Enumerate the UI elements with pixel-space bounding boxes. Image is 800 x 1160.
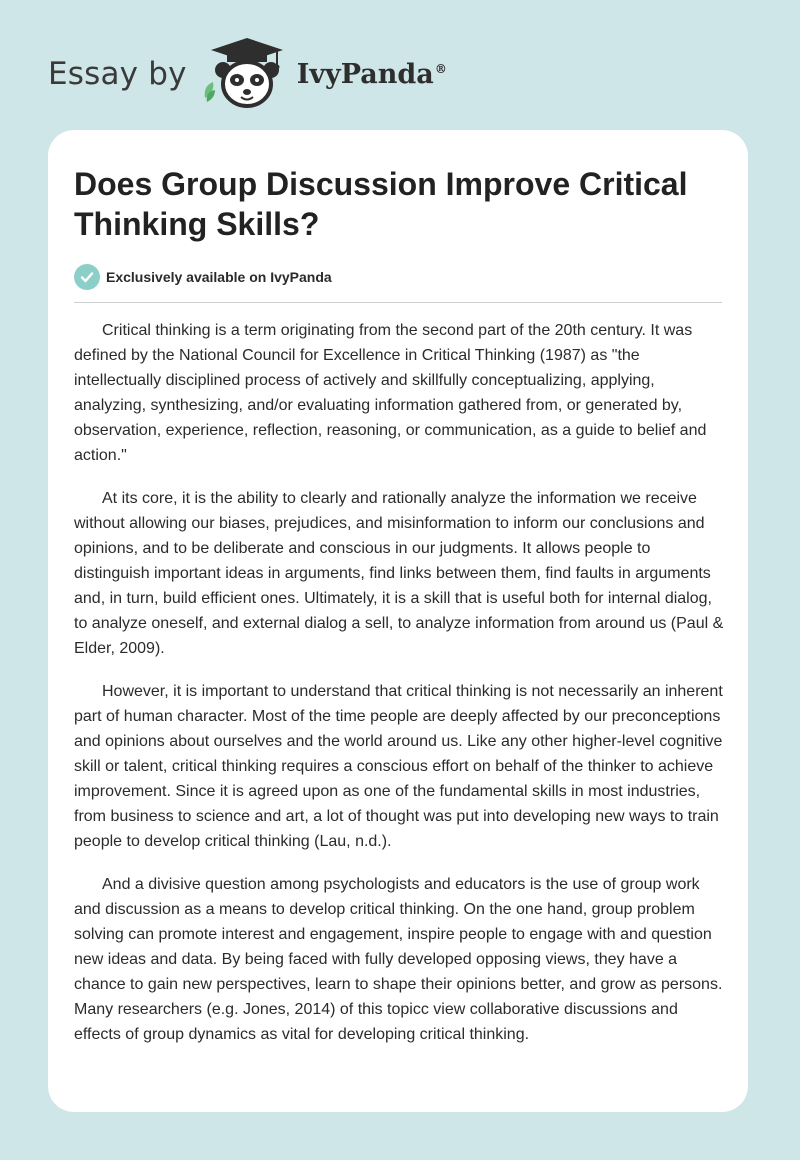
check-circle-icon: [74, 264, 100, 290]
exclusive-badge: [74, 264, 332, 290]
divider: [74, 302, 722, 303]
site-brand[interactable]: [48, 36, 447, 112]
brand-prefix: Essay by: [48, 55, 187, 92]
panda-graduate-logo-icon: [201, 36, 293, 112]
paragraph: Critical thinking is a term originating from the second part of the 20th century. It was defined by the National Council for Excellence in Critical Thinking (1987) as "the intellectually disciplined process of actively and skillfully conceptualizing, applying, analyzing, synthesizing, and/or evaluating information gathered from, or generated by, observation, experience, reflection, reasoning, or communication, as a guide to belief and action.": [74, 322, 707, 464]
essay-card: [48, 130, 748, 1112]
paragraph: At its core, it is the ability to clearly and rationally analyze the information we receive without allowing our biases, prejudices, and misinformation to inform our conclusions and opinions, and to be deliberate and conscious in our judgments. It allows people to distinguish important ideas in arguments, find links between them, find faults in arguments and, in turn, build efficient ones. Ultimately, it is a skill that is useful both for internal dialog, to analyze oneself, and external dialog a sell, to analyze information from around us (Paul & Elder, 2009).: [74, 490, 724, 657]
brand-name: IvyPanda®: [296, 58, 447, 90]
essay-body: [74, 318, 724, 1065]
badge-text: Exclusively available on IvyPanda: [106, 269, 332, 285]
page-title: Does Group Discussion Improve Critical Thinking Skills?: [74, 166, 688, 242]
paragraph: However, it is important to understand that critical thinking is not necessarily an inherent part of human character. Most of the time people are deeply affected by our preconceptions and opinions about ourselves and the world around us. Like any other higher-level cognitive skill or talent, critical thinking requires a conscious effort on behalf of the thinker to achieve improvement. Since it is agreed upon as one of the fundamental skills in most industries, from business to science and art, a lot of thought was put into developing new ways to train people to develop critical thinking (Lau, n.d.).: [74, 683, 723, 850]
paragraph: And a divisive question among psychologists and educators is the use of group work and discussion as a means to develop critical thinking. On the one hand, group problem solving can promote interest and engagement, inspire people to engage with and question new ideas and data. By being faced with fully developed opposing views, they have a chance to gain new perspectives, learn to shape their opinions better, and grow as persons. Many researchers (e.g. Jones, 2014) of this topicc view collaborative discussions and effects of group dynamics as vital for developing critical thinking.: [74, 876, 723, 1043]
